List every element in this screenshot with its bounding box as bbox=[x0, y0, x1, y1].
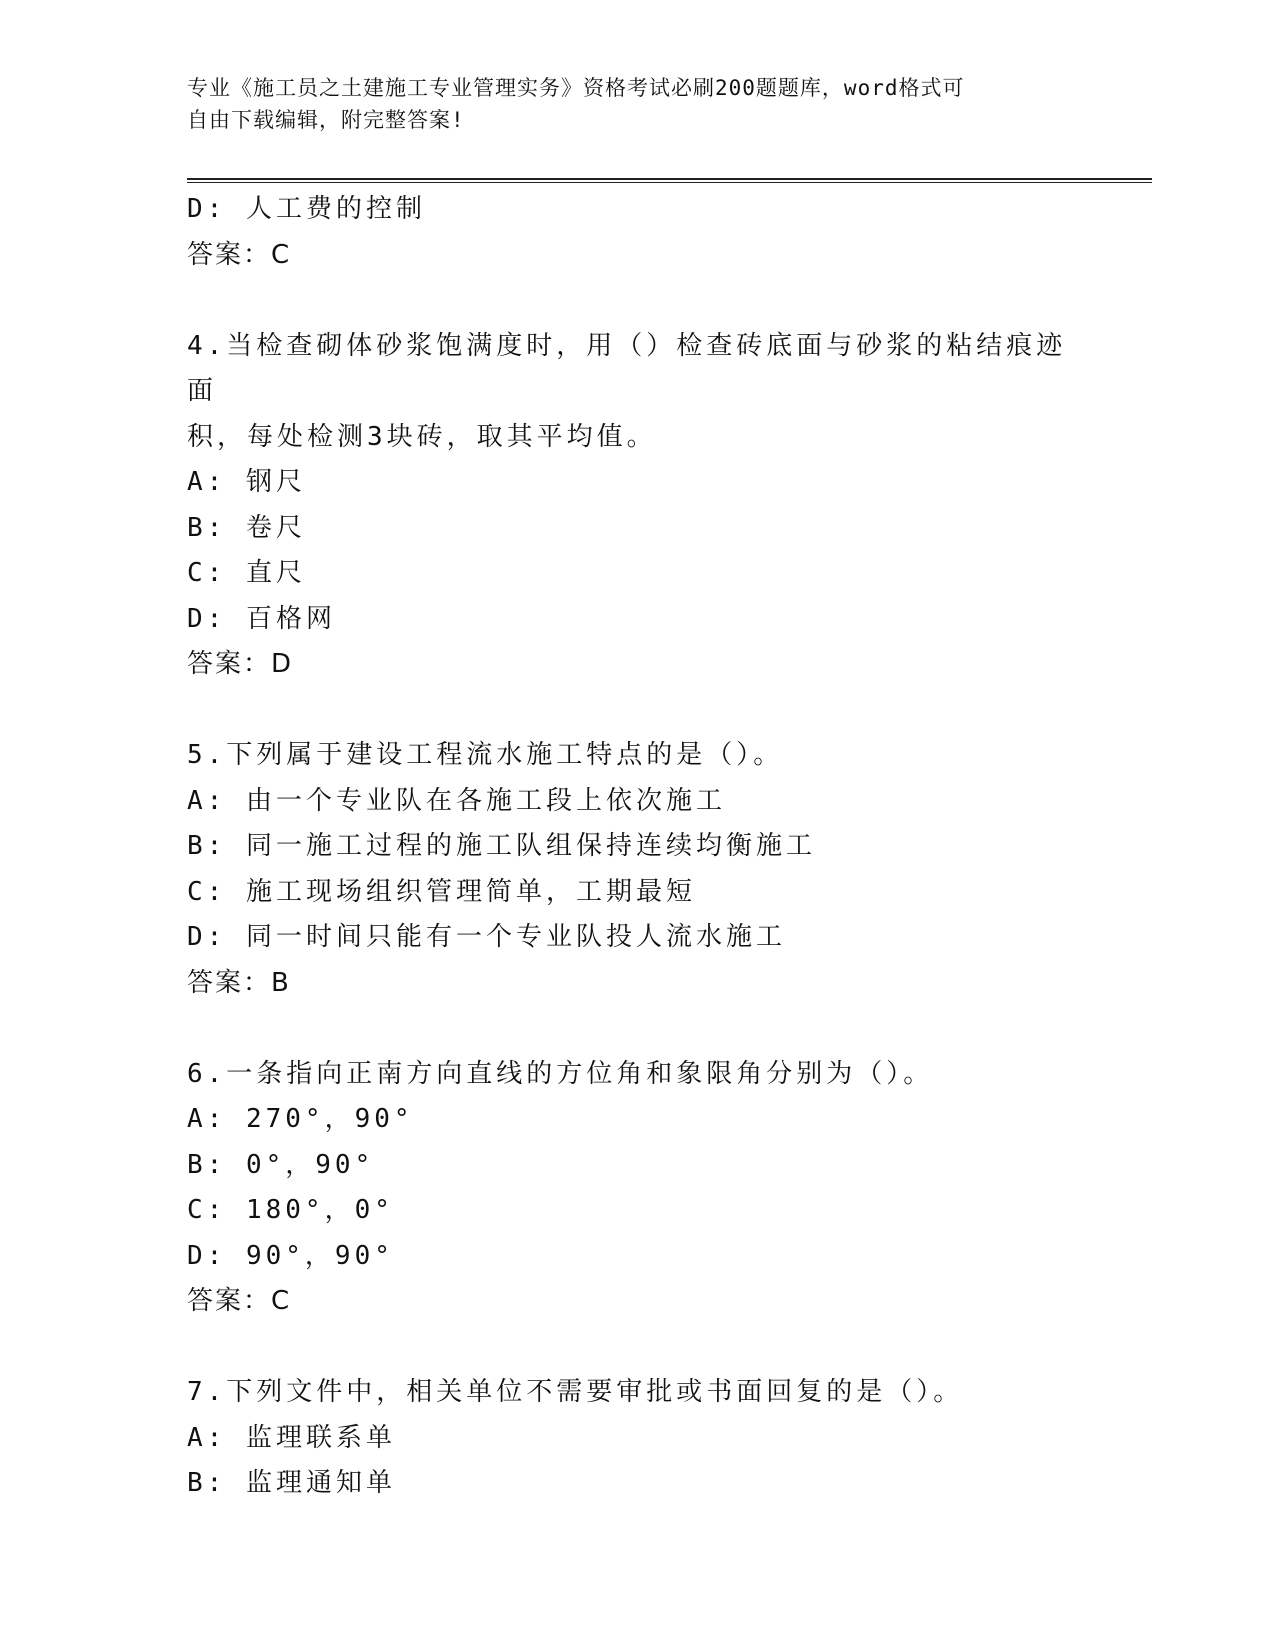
question-7 bbox=[187, 1370, 1067, 1507]
question-text-line: 5.下列属于建设工程流水施工特点的是（）。 bbox=[187, 740, 784, 770]
option-a: A: 钢尺 bbox=[187, 467, 306, 497]
answer-line: 答案：C bbox=[187, 1286, 292, 1316]
header-divider bbox=[187, 178, 1152, 183]
option-b: B: 监理通知单 bbox=[187, 1468, 396, 1498]
question-text-line: 7.下列文件中，相关单位不需要审批或书面回复的是（）。 bbox=[187, 1377, 964, 1407]
option-b: B: 0°，90° bbox=[187, 1149, 375, 1180]
header-line-2: 自由下载编辑，附完整答案! bbox=[187, 108, 465, 132]
option-d: D: 90°，90° bbox=[187, 1240, 394, 1271]
option-c: C: 施工现场组织管理简单，工期最短 bbox=[187, 876, 696, 907]
option-d: D: 人工费的控制 bbox=[187, 194, 426, 224]
option-c: C: 180°，0° bbox=[187, 1195, 394, 1225]
option-d: D: 同一时间只能有一个专业队投人流水施工 bbox=[187, 922, 786, 952]
option-b: B: 卷尺 bbox=[187, 512, 306, 543]
answer-line: 答案：D bbox=[187, 649, 294, 679]
spacer bbox=[187, 1325, 1067, 1371]
question-text-line: 4.当检查砌体砂浆饱满度时，用（）检查砖底面与砂浆的粘结痕迹面 bbox=[187, 330, 1067, 406]
option-b: B: 同一施工过程的施工队组保持连续均衡施工 bbox=[187, 831, 816, 861]
spacer bbox=[187, 278, 1067, 324]
question-6 bbox=[187, 1052, 1067, 1325]
previous-question-tail bbox=[187, 187, 1067, 278]
question-4 bbox=[187, 324, 1067, 688]
question-5 bbox=[187, 733, 1067, 1006]
spacer bbox=[187, 688, 1067, 734]
option-d: D: 百格网 bbox=[187, 603, 336, 634]
question-text-line: 积，每处检测3块砖，取其平均值。 bbox=[187, 421, 657, 452]
option-c: C: 直尺 bbox=[187, 558, 306, 588]
page-header bbox=[187, 72, 1067, 136]
question-content bbox=[187, 187, 1067, 1507]
option-a: A: 由一个专业队在各施工段上依次施工 bbox=[187, 785, 726, 816]
question-text-line: 6.一条指向正南方向直线的方位角和象限角分别为（）。 bbox=[187, 1058, 934, 1089]
answer-line: 答案：C bbox=[187, 239, 292, 270]
option-a: A: 监理联系单 bbox=[187, 1422, 396, 1453]
option-a: A: 270°，90° bbox=[187, 1104, 414, 1134]
answer-line: 答案：B bbox=[187, 967, 291, 998]
header-line-1: 专业《施工员之土建施工专业管理实务》资格考试必刷200题题库，word格式可 bbox=[187, 76, 965, 100]
spacer bbox=[187, 1006, 1067, 1052]
